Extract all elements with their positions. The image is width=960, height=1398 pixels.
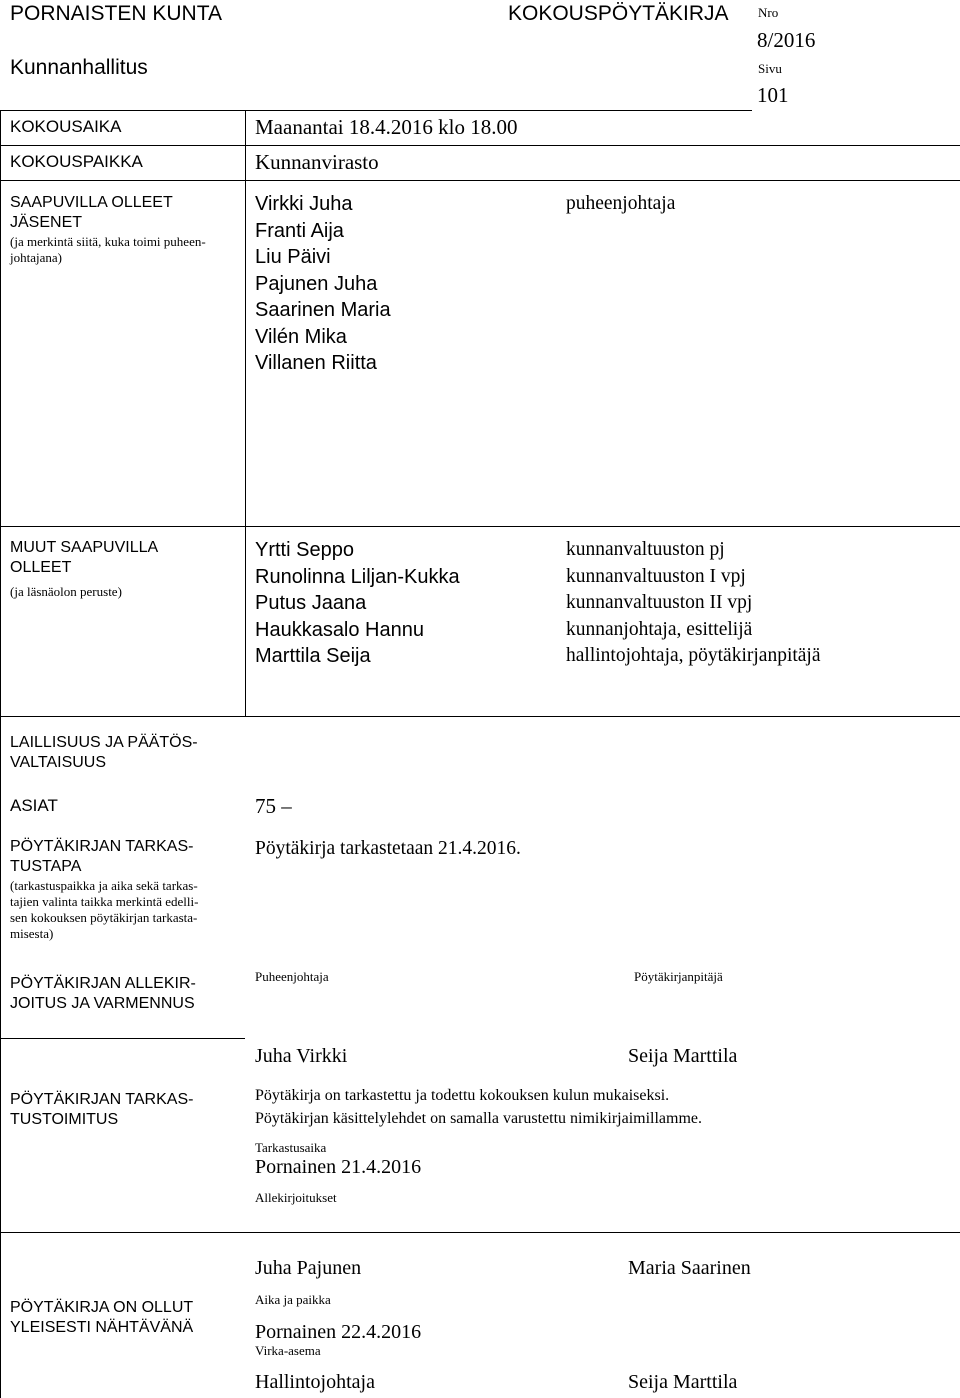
- members-label: SAAPUVILLA OLLEET JÄSENET: [10, 194, 173, 231]
- others-note: (ja läsnäolon peruste): [10, 584, 122, 599]
- public-signer-name: Seija Marttila: [628, 1371, 738, 1393]
- meeting-time-value: Maanantai 18.4.2016 klo 18.00: [255, 115, 518, 139]
- public-display-label: PÖYTÄKIRJA ON OLLUT YLEISESTI NÄHTÄVÄNÄ: [10, 1299, 194, 1336]
- legality-label: LAILLISUUS JA PÄÄTÖS- VALTAISUUS: [10, 734, 198, 771]
- review-method-label: PÖYTÄKIRJAN TARKAS- TUSTAPA: [10, 838, 194, 875]
- review-text-line1: Pöytäkirja on tarkastettu ja todettu kokouksen kulun mukaiseksi.: [255, 1087, 670, 1104]
- others-roles: [566, 537, 821, 670]
- number-value: 8/2016: [757, 28, 816, 52]
- other-role: hallintojohtaja, pöytäkirjanpitäjä: [566, 645, 821, 666]
- reviewer-name: Juha Pajunen: [255, 1257, 362, 1279]
- member-name: Vilén Mika: [255, 325, 347, 348]
- public-place-value: Pornainen 22.4.2016: [255, 1321, 422, 1343]
- chair-caption: Puheenjohtaja: [255, 969, 329, 984]
- review-time-value: Pornainen 21.4.2016: [255, 1156, 422, 1178]
- position-value: Hallintojohtaja: [255, 1371, 375, 1393]
- secretary-caption: Pöytäkirjanpitäjä: [634, 969, 723, 984]
- review-text-line2: Pöytäkirjan käsittelylehdet on samalla varustettu nimikirjaimillamme.: [255, 1110, 703, 1127]
- member-name: Pajunen Juha: [255, 272, 378, 295]
- member-name: Virkki Juha: [255, 193, 353, 215]
- other-name: Haukkasalo Hannu: [255, 618, 424, 641]
- divider-line: [0, 180, 960, 181]
- review-method-value: Pöytäkirja tarkastetaan 21.4.2016.: [255, 838, 521, 859]
- others-label: MUUT SAAPUVILLA OLLEET: [10, 539, 159, 576]
- divider-line: [0, 716, 960, 717]
- items-value: 75 –: [255, 794, 292, 818]
- signatures-caption: Allekirjoitukset: [255, 1190, 337, 1205]
- meeting-place-value: Kunnanvirasto: [255, 150, 379, 174]
- divider-line: [0, 526, 960, 527]
- number-label: Nro: [758, 5, 779, 20]
- signature-label: PÖYTÄKIRJAN ALLEKIR- JOITUS JA VARMENNUS: [10, 975, 196, 1012]
- meeting-place-label: KOKOUSPAIKKA: [10, 152, 143, 171]
- divider-line: [0, 1232, 960, 1233]
- chair-name: Juha Virkki: [255, 1045, 348, 1067]
- other-role: kunnanjohtaja, esittelijä: [566, 618, 753, 640]
- other-name: Yrtti Seppo: [255, 539, 354, 561]
- document-type: KOKOUSPÖYTÄKIRJA: [508, 2, 729, 25]
- border-line: [0, 110, 1, 1398]
- member-name: Liu Päivi: [255, 246, 331, 268]
- page-label: Sivu: [758, 61, 782, 76]
- other-name: Marttila Seija: [255, 645, 371, 667]
- other-name: Runolinna Liljan-Kukka: [255, 565, 460, 588]
- other-role: kunnanvaltuuston pj: [566, 539, 725, 560]
- other-role: kunnanvaltuuston I vpj: [566, 565, 746, 587]
- page-number: 101: [757, 83, 789, 107]
- place-caption: Aika ja paikka: [255, 1292, 331, 1307]
- others-list: [255, 537, 460, 670]
- divider-line: [0, 110, 752, 111]
- column-line: [245, 110, 246, 716]
- municipality-name: PORNAISTEN KUNTA: [10, 2, 222, 25]
- members-list: [255, 191, 391, 377]
- position-caption: Virka-asema: [255, 1343, 321, 1358]
- members-note: (ja merkintä siitä, kuka toimi puheen- johtajana): [10, 234, 206, 265]
- chair-role: puheenjohtaja: [566, 193, 676, 214]
- member-name: Villanen Riitta: [255, 352, 377, 374]
- other-name: Putus Jaana: [255, 592, 367, 614]
- review-method-note: (tarkastuspaikka ja aika sekä tarkas- tajien valinta taikka merkintä edelli- sen kokouksen pöytäkirjan tarkasta- misesta): [10, 878, 199, 941]
- review-time-caption: Tarkastusaika: [255, 1140, 327, 1155]
- divider-line: [0, 1038, 245, 1039]
- other-role: kunnanvaltuuston II vpj: [566, 592, 753, 613]
- governing-body: Kunnanhallitus: [10, 56, 148, 79]
- divider-line: [0, 145, 960, 146]
- secretary-name: Seija Marttila: [628, 1045, 738, 1067]
- reviewer-name: Maria Saarinen: [628, 1257, 751, 1279]
- member-name: Saarinen Maria: [255, 299, 391, 321]
- meeting-time-label: KOKOUSAIKA: [10, 117, 122, 136]
- member-name: Franti Aija: [255, 219, 344, 242]
- review-label: PÖYTÄKIRJAN TARKAS- TUSTOIMITUS: [10, 1091, 194, 1128]
- items-label: ASIAT: [10, 796, 58, 815]
